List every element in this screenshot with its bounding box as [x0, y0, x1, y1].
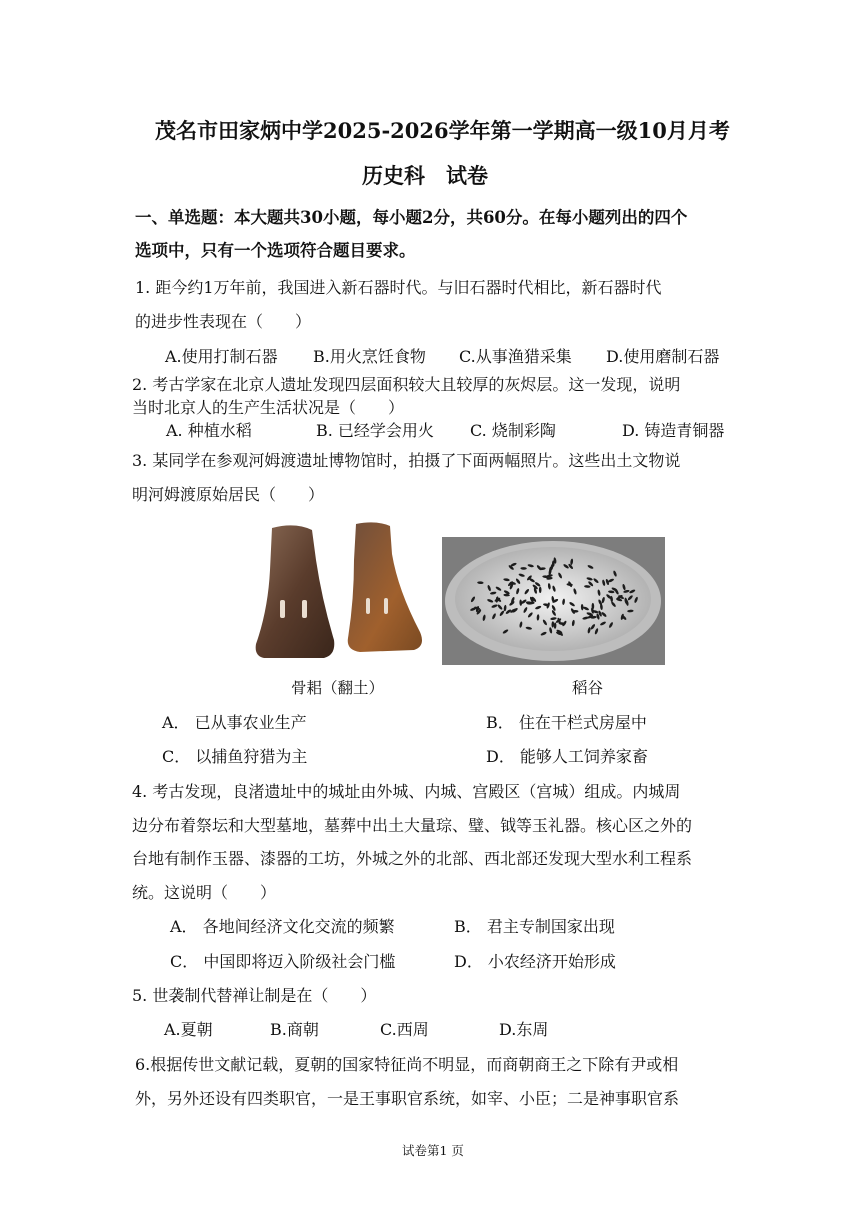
section-heading-line2: 选项中，只有一个选项符合题目要求。 — [135, 241, 416, 260]
question-3-line2: 明河姆渡原始居民（ ） — [132, 485, 325, 504]
question-4-line4: 统。这说明（ ） — [132, 883, 277, 902]
question-1-option-b: B.用火烹饪食物 — [313, 347, 426, 366]
question-6-line1: 6.根据传世文献记载，夏朝的国家特征尚不明显，而商朝商王之下除有尹或相 — [135, 1055, 679, 1074]
question-5-option-a: A.夏朝 — [164, 1020, 213, 1039]
question-3-option-c: C． 以捕鱼狩猎为主 — [162, 747, 308, 766]
question-1-line2: 的进步性表现在（ ） — [135, 312, 312, 331]
question-1-option-d: D.使用磨制石器 — [606, 347, 720, 366]
question-4-option-b: B． 君主专制国家出现 — [454, 917, 615, 936]
question-2-option-b: B. 已经学会用火 — [316, 421, 434, 440]
question-3-option-b: B． 住在干栏式房屋中 — [486, 713, 647, 732]
question-2-option-d: D. 铸造青铜器 — [622, 421, 725, 440]
question-5-option-c: C.西周 — [380, 1020, 429, 1039]
question-4-line3: 台地有制作玉器、漆器的工坊，外城之外的北部、西北部还发现大型水利工程系 — [132, 849, 693, 868]
question-2-option-a: A. 种植水稻 — [166, 421, 252, 440]
exam-subtitle: 历史科 试卷 — [362, 163, 488, 188]
question-4-option-d: D． 小农经济开始形成 — [454, 952, 616, 971]
section-heading-line1: 一、单选题：本大题共30小题，每小题2分，共60分。在每小题列出的四个 — [135, 208, 688, 227]
question-1-option-c: C.从事渔猎采集 — [459, 347, 572, 366]
question-2-line2: 当时北京人的生产生活状况是（ ） — [132, 398, 405, 417]
rice-grain-photo — [442, 537, 665, 665]
question-4-option-a: A． 各地间经济文化交流的频繁 — [170, 917, 395, 936]
question-2-option-c: C. 烧制彩陶 — [470, 421, 556, 440]
question-4-line2: 边分布着祭坛和大型墓地，墓葬中出土大量琮、璧、钺等玉礼器。核心区之外的 — [132, 816, 693, 835]
caption-bone-spade: 骨耜（翻土） — [291, 679, 385, 697]
question-1-option-a: A.使用打制石器 — [165, 347, 278, 366]
page-number: 试卷第1 页 — [402, 1143, 464, 1158]
question-5-line1: 5. 世袭制代替禅让制是在（ ） — [132, 986, 377, 1005]
question-3-option-a: A． 已从事农业生产 — [162, 713, 307, 732]
question-5-option-d: D.东周 — [499, 1020, 549, 1039]
question-5-option-b: B.商朝 — [270, 1020, 319, 1039]
question-3-line1: 3. 某同学在参观河姆渡遗址博物馆时，拍摄了下面两幅照片。这些出土文物说 — [132, 451, 681, 470]
question-1-line1: 1. 距今约1万年前，我国进入新石器时代。与旧石器时代相比，新石器时代 — [135, 278, 662, 297]
question-4-option-c: C． 中国即将迈入阶级社会门槛 — [170, 952, 396, 971]
question-6-line2: 外，另外还设有四类职官，一是王事职官系统，如宰、小臣；二是神事职官系 — [135, 1089, 680, 1108]
question-3-option-d: D． 能够人工饲养家畜 — [486, 747, 648, 766]
question-2-line1: 2. 考古学家在北京人遗址发现四层面积较大且较厚的灰烬层。这一发现，说明 — [132, 375, 681, 394]
question-4-line1: 4. 考古发现，良渚遗址中的城址由外城、内城、宫殿区（宫城）组成。内城周 — [132, 782, 681, 801]
caption-rice: 稻谷 — [572, 679, 604, 697]
bone-spade-photo — [250, 520, 430, 665]
exam-title: 茂名市田家炳中学2025-2026学年第一学期高一级10月月考 — [155, 118, 730, 143]
